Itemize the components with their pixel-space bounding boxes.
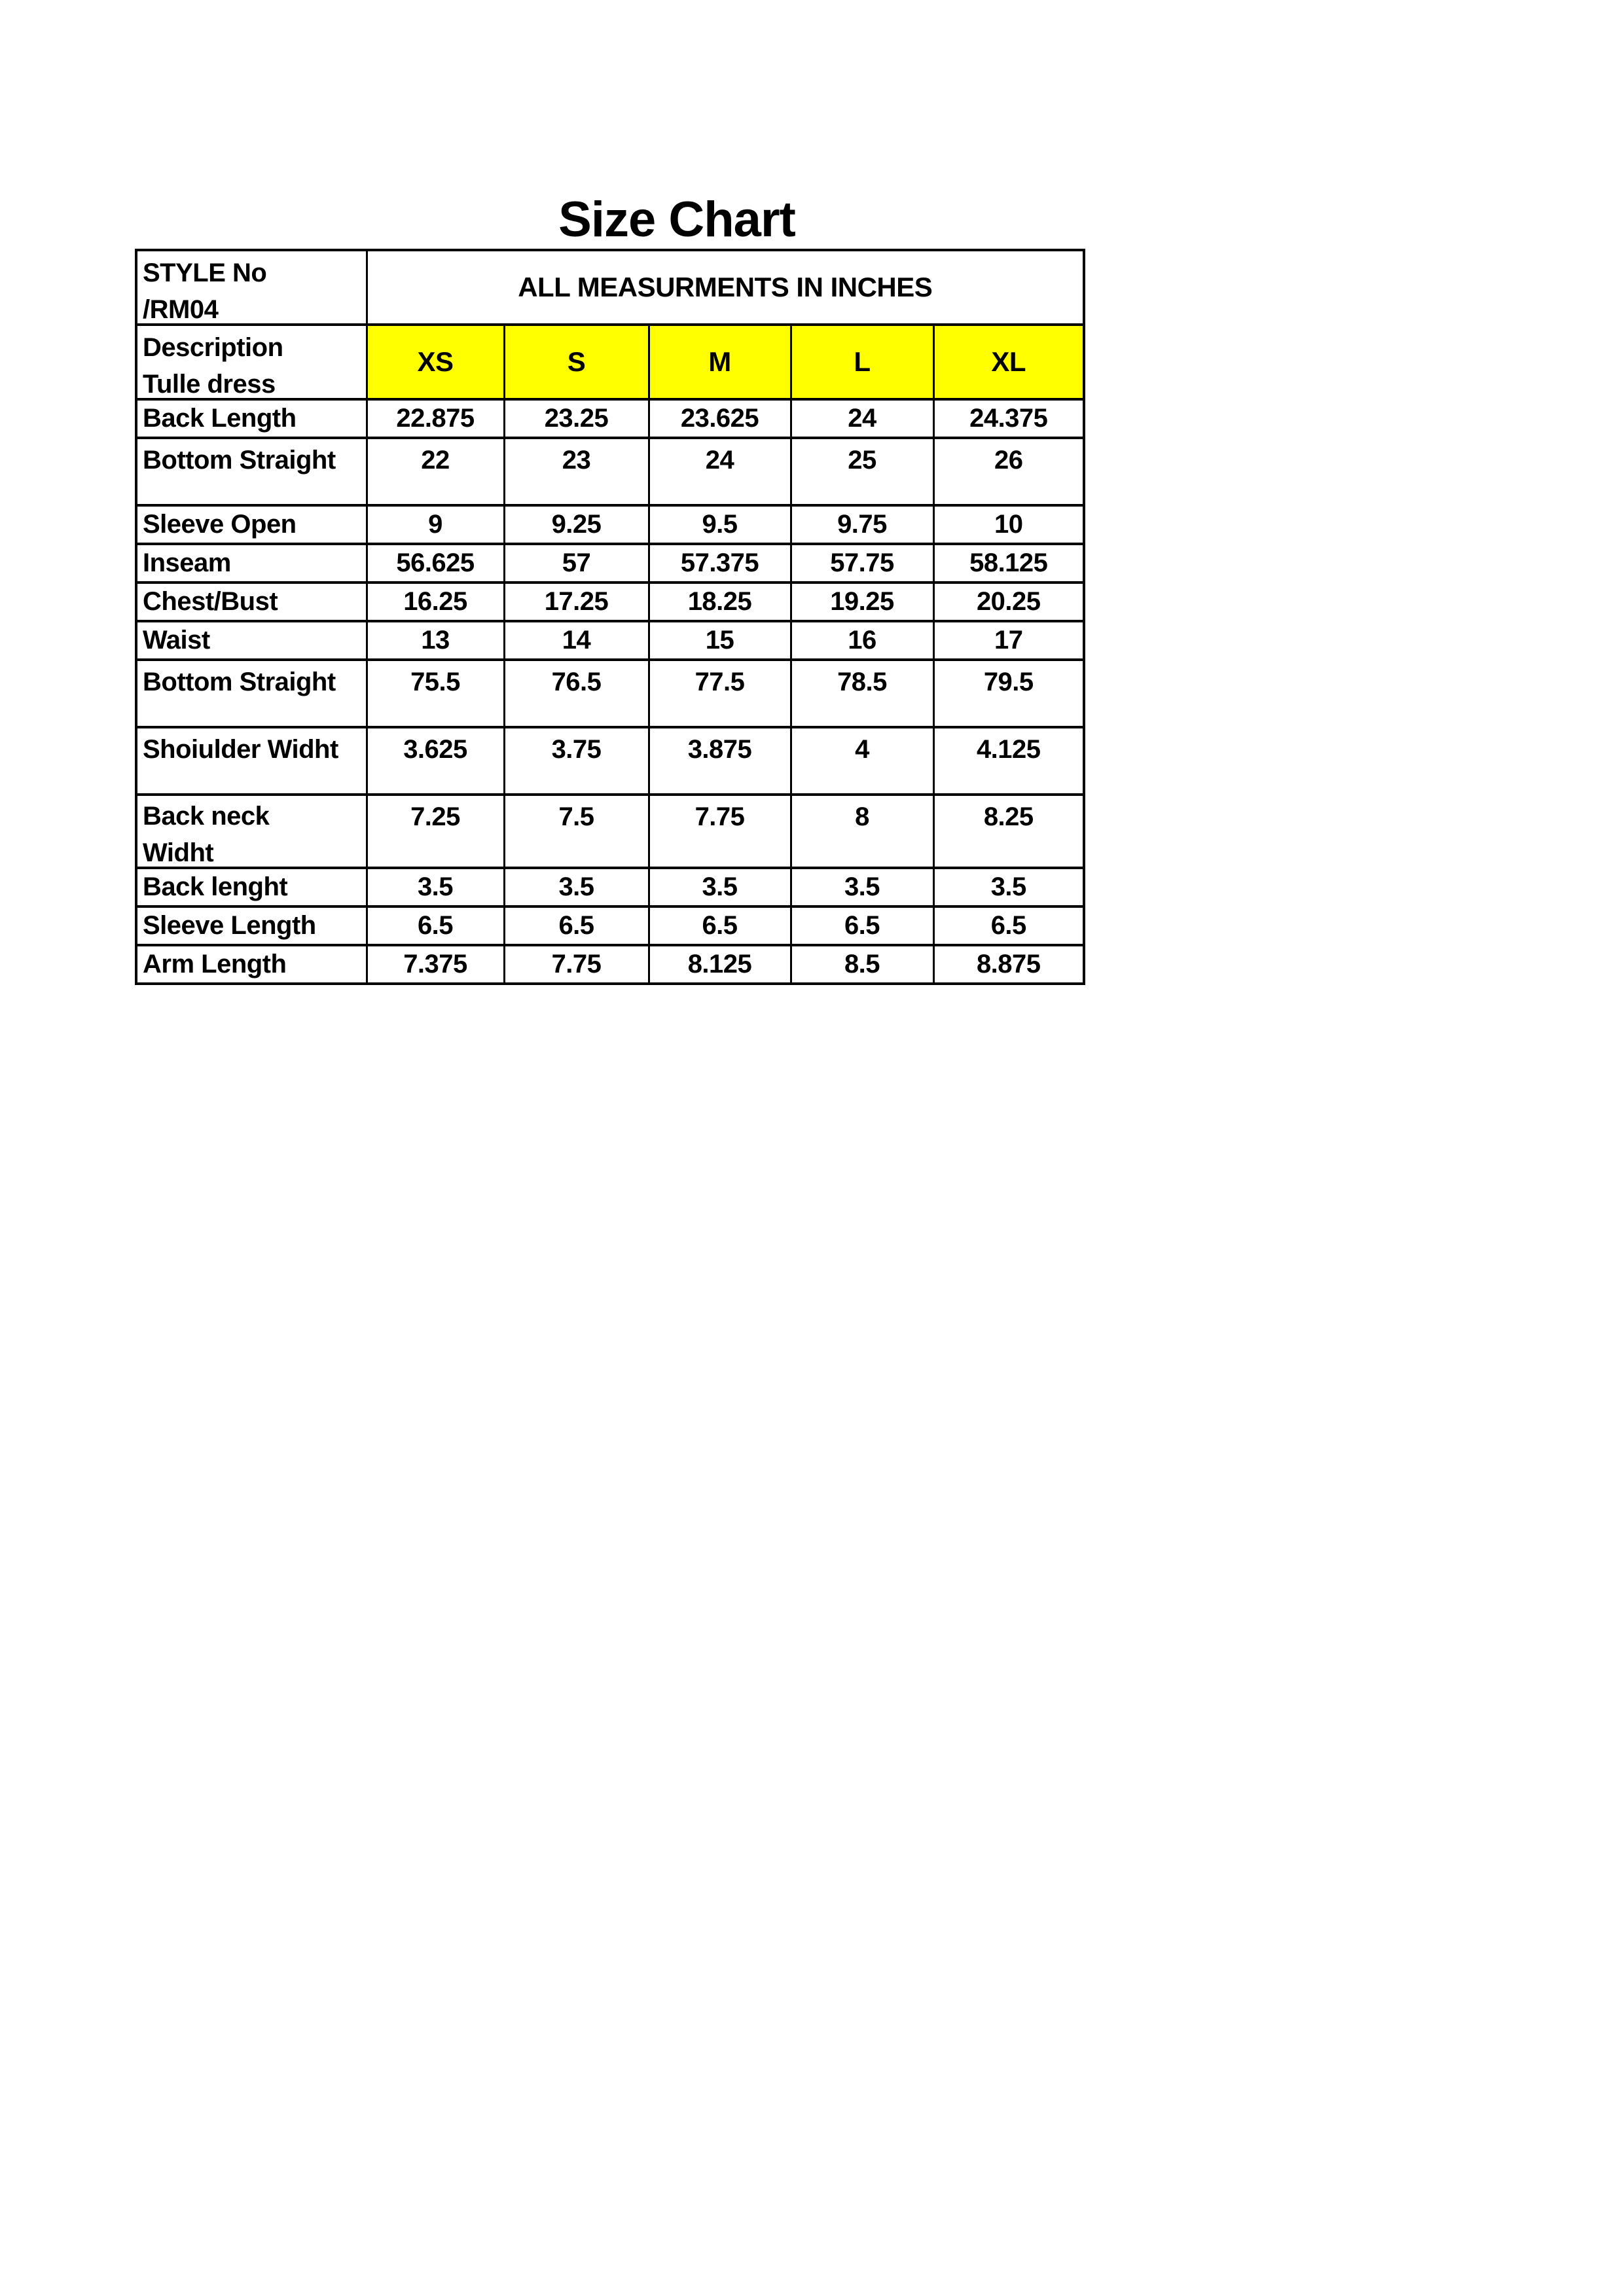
cell-value: 7.5 bbox=[504, 795, 649, 868]
row-label: Bottom Straight bbox=[136, 438, 367, 505]
row-label: Chest/Bust bbox=[136, 583, 367, 621]
table-row bbox=[136, 660, 1084, 727]
cell-value: 57.375 bbox=[649, 544, 791, 583]
description-value: Tulle dress bbox=[143, 370, 276, 399]
cell-value: 19.25 bbox=[791, 583, 933, 621]
size-header-l: L bbox=[791, 325, 933, 399]
cell-value: 3.75 bbox=[504, 727, 649, 795]
table-row bbox=[136, 621, 1084, 660]
cell-value: 24.375 bbox=[933, 399, 1084, 438]
cell-value: 23.625 bbox=[649, 399, 791, 438]
cell-value: 9 bbox=[367, 505, 504, 544]
size-header-s: S bbox=[504, 325, 649, 399]
cell-value: 8 bbox=[791, 795, 933, 868]
cell-value: 9.25 bbox=[504, 505, 649, 544]
table-row bbox=[136, 544, 1084, 583]
cell-value: 8.875 bbox=[933, 945, 1084, 984]
cell-value: 9.5 bbox=[649, 505, 791, 544]
cell-value: 7.75 bbox=[504, 945, 649, 984]
cell-value: 24 bbox=[649, 438, 791, 505]
cell-value: 25 bbox=[791, 438, 933, 505]
cell-value: 23.25 bbox=[504, 399, 649, 438]
cell-value: 75.5 bbox=[367, 660, 504, 727]
table-row bbox=[136, 505, 1084, 544]
cell-value: 8.25 bbox=[933, 795, 1084, 868]
cell-value: 9.75 bbox=[791, 505, 933, 544]
cell-value: 7.25 bbox=[367, 795, 504, 868]
cell-value: 26 bbox=[933, 438, 1084, 505]
table-row bbox=[136, 945, 1084, 984]
row-label: Back lenght bbox=[136, 868, 367, 906]
cell-value: 79.5 bbox=[933, 660, 1084, 727]
row-label: Back Length bbox=[136, 399, 367, 438]
cell-value: 77.5 bbox=[649, 660, 791, 727]
row-label: Arm Length bbox=[136, 945, 367, 984]
size-header-xs: XS bbox=[367, 325, 504, 399]
table-row bbox=[136, 583, 1084, 621]
cell-value: 17.25 bbox=[504, 583, 649, 621]
cell-value: 3.5 bbox=[504, 868, 649, 906]
measurements-note: ALL MEASURMENTS IN INCHES bbox=[367, 250, 1084, 325]
cell-value: 16.25 bbox=[367, 583, 504, 621]
cell-value: 4 bbox=[791, 727, 933, 795]
table-row bbox=[136, 795, 1084, 868]
cell-value: 16 bbox=[791, 621, 933, 660]
description-cell bbox=[136, 325, 367, 399]
size-header-xl: XL bbox=[933, 325, 1084, 399]
cell-value: 4.125 bbox=[933, 727, 1084, 795]
cell-value: 3.5 bbox=[791, 868, 933, 906]
cell-value: 3.5 bbox=[367, 868, 504, 906]
cell-value: 57.75 bbox=[791, 544, 933, 583]
cell-value: 3.625 bbox=[367, 727, 504, 795]
cell-value: 23 bbox=[504, 438, 649, 505]
style-no-label: STYLE No bbox=[143, 259, 267, 287]
cell-value: 17 bbox=[933, 621, 1084, 660]
row-label: Sleeve Open bbox=[136, 505, 367, 544]
size-chart-table bbox=[135, 249, 1085, 985]
cell-value: 3.5 bbox=[933, 868, 1084, 906]
cell-value: 14 bbox=[504, 621, 649, 660]
cell-value: 8.125 bbox=[649, 945, 791, 984]
size-header-row bbox=[136, 325, 1084, 399]
row-label: Sleeve Length bbox=[136, 906, 367, 945]
cell-value: 24 bbox=[791, 399, 933, 438]
cell-value: 6.5 bbox=[367, 906, 504, 945]
cell-value: 57 bbox=[504, 544, 649, 583]
row-label: Back neck Widht bbox=[136, 795, 367, 868]
row-label: Bottom Straight bbox=[136, 660, 367, 727]
table-row bbox=[136, 906, 1084, 945]
table-row bbox=[136, 438, 1084, 505]
cell-value: 8.5 bbox=[791, 945, 933, 984]
row-label: Inseam bbox=[136, 544, 367, 583]
cell-value: 3.5 bbox=[649, 868, 791, 906]
style-no-cell bbox=[136, 250, 367, 325]
cell-value: 56.625 bbox=[367, 544, 504, 583]
cell-value: 78.5 bbox=[791, 660, 933, 727]
cell-value: 6.5 bbox=[504, 906, 649, 945]
cell-value: 7.375 bbox=[367, 945, 504, 984]
row-label: Shoiulder Widht bbox=[136, 727, 367, 795]
cell-value: 22.875 bbox=[367, 399, 504, 438]
cell-value: 20.25 bbox=[933, 583, 1084, 621]
cell-value: 22 bbox=[367, 438, 504, 505]
cell-value: 6.5 bbox=[791, 906, 933, 945]
cell-value: 10 bbox=[933, 505, 1084, 544]
cell-value: 76.5 bbox=[504, 660, 649, 727]
cell-value: 6.5 bbox=[933, 906, 1084, 945]
style-no-row bbox=[136, 250, 1084, 325]
cell-value: 3.875 bbox=[649, 727, 791, 795]
cell-value: 58.125 bbox=[933, 544, 1084, 583]
cell-value: 7.75 bbox=[649, 795, 791, 868]
table-row bbox=[136, 727, 1084, 795]
cell-value: 15 bbox=[649, 621, 791, 660]
size-header-m: M bbox=[649, 325, 791, 399]
cell-value: 13 bbox=[367, 621, 504, 660]
style-no-value: /RM04 bbox=[143, 295, 219, 324]
page-title: Size Chart bbox=[558, 192, 795, 247]
cell-value: 18.25 bbox=[649, 583, 791, 621]
row-label: Waist bbox=[136, 621, 367, 660]
cell-value: 6.5 bbox=[649, 906, 791, 945]
description-label: Description bbox=[143, 333, 283, 362]
table-row bbox=[136, 399, 1084, 438]
table-row bbox=[136, 868, 1084, 906]
